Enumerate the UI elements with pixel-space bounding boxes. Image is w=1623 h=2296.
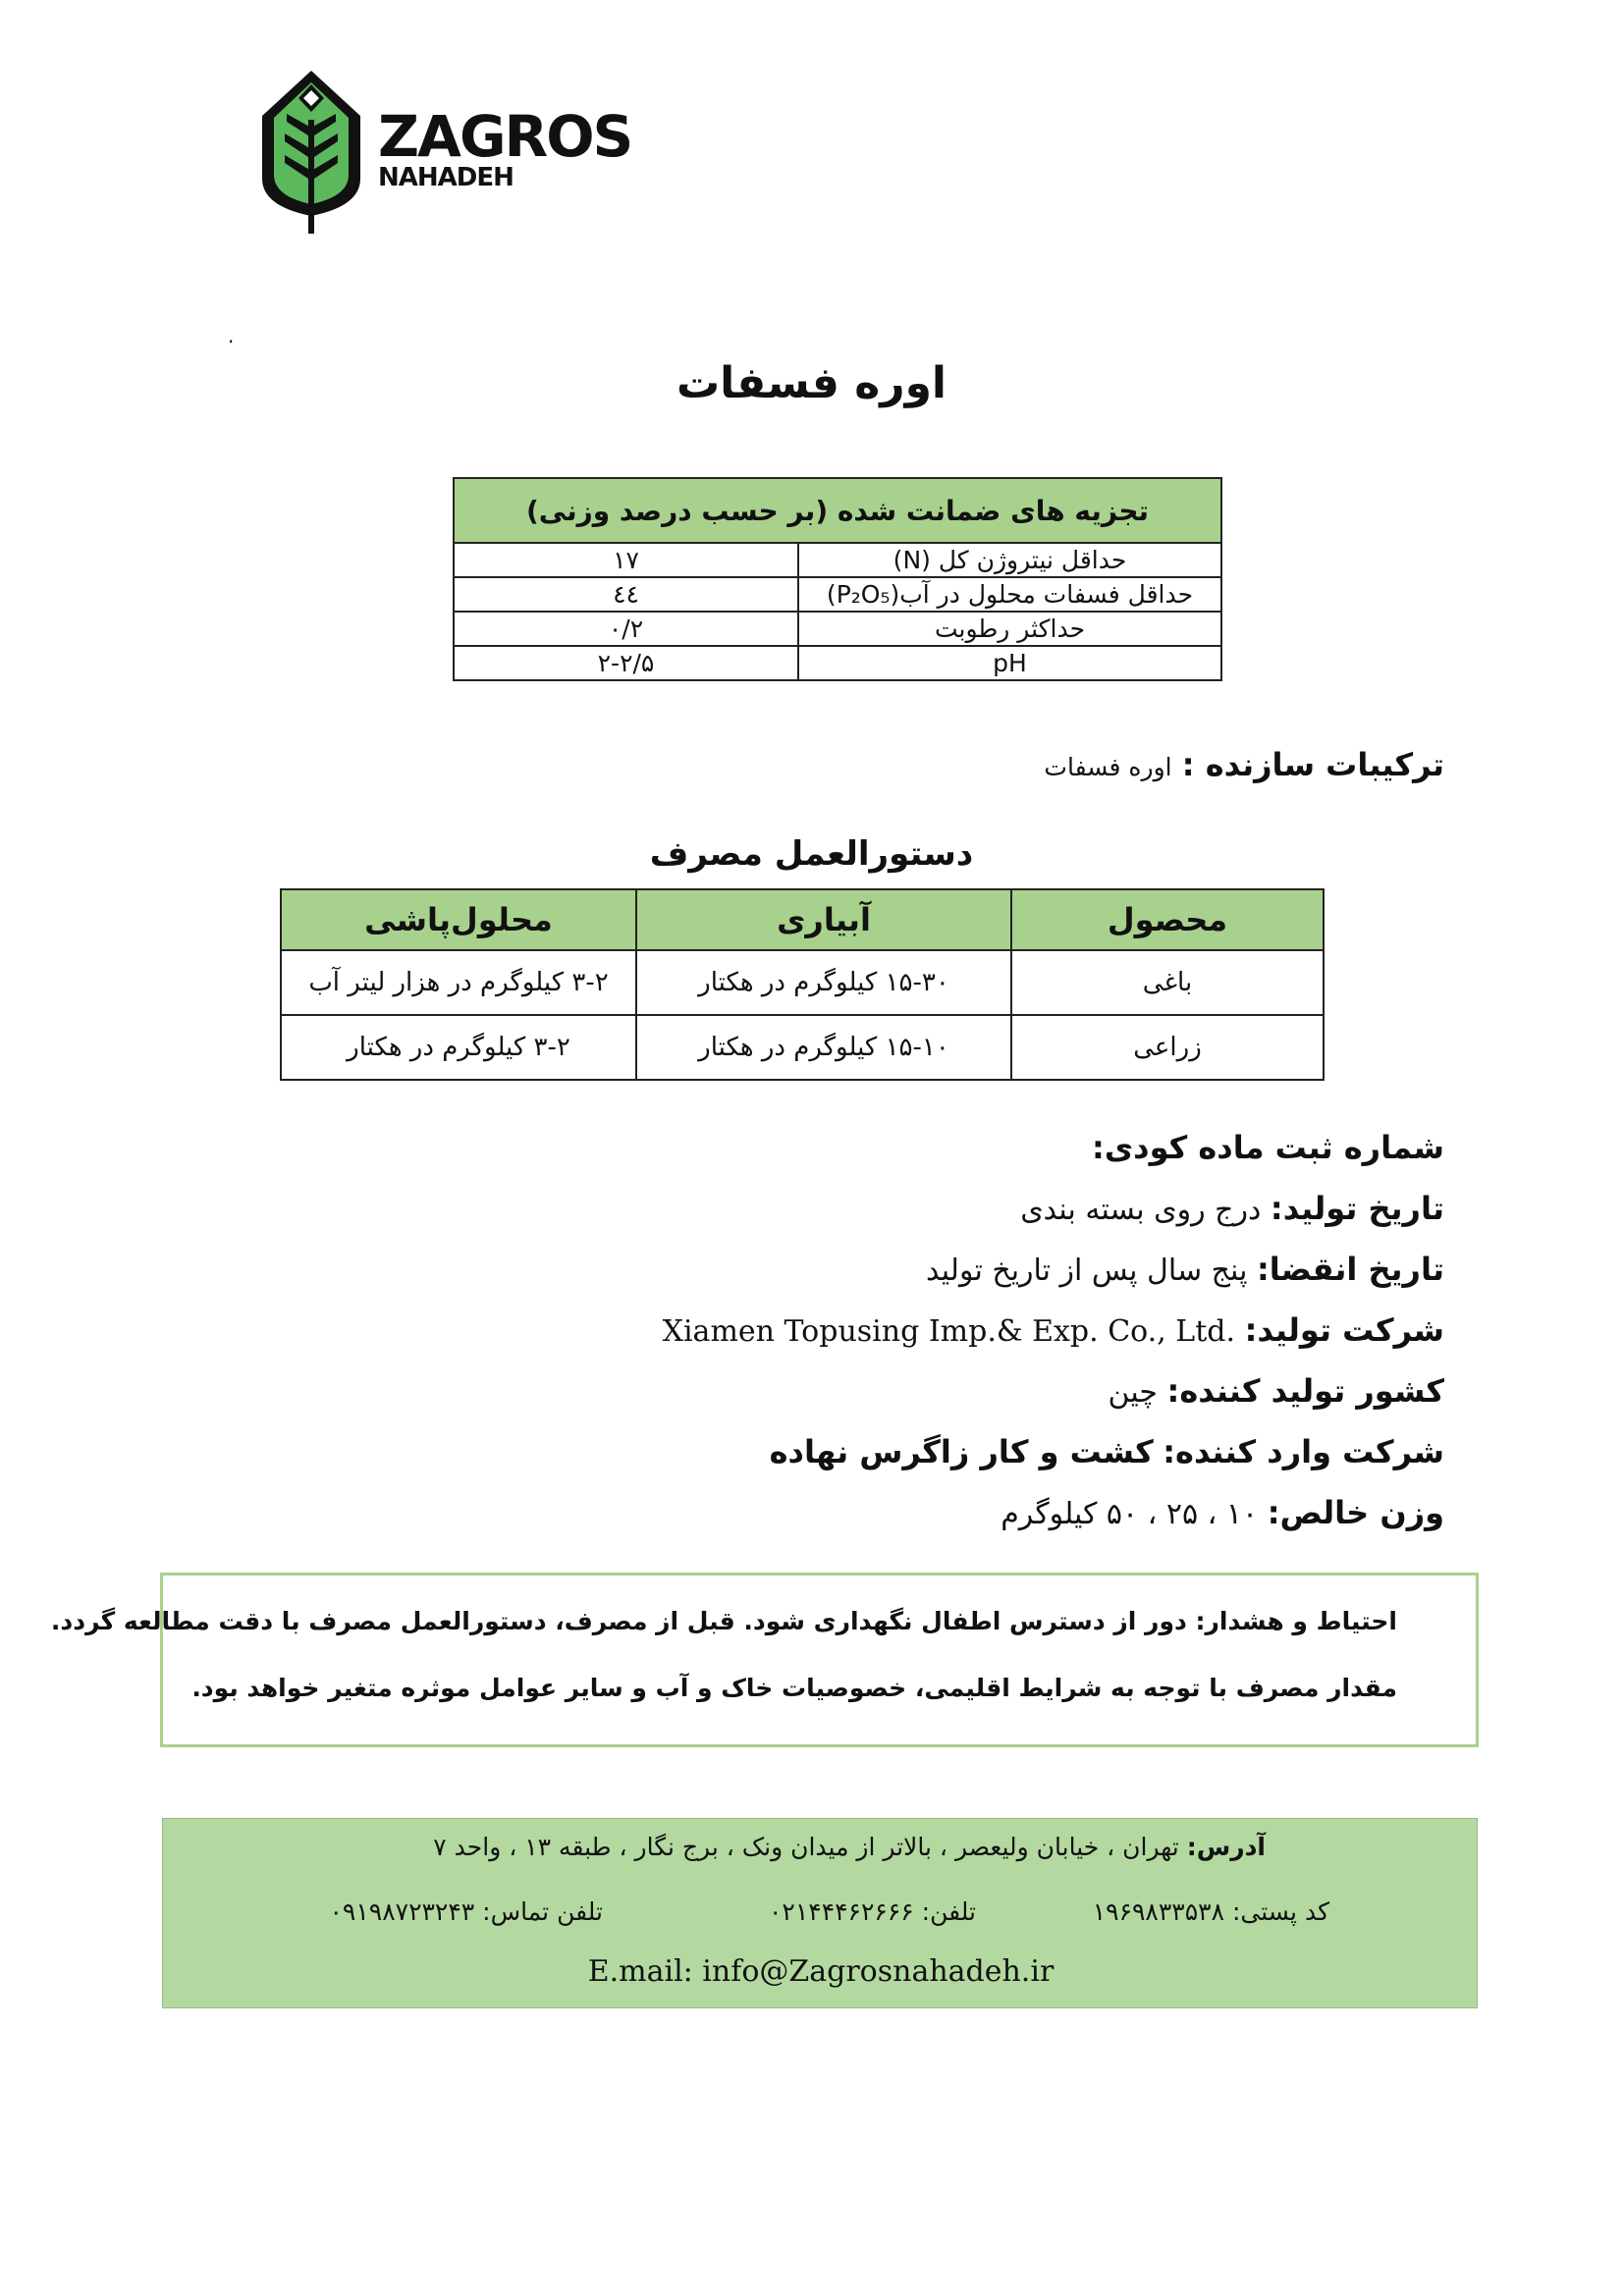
country-line: [1109, 1372, 1444, 1410]
importer-line: [770, 1433, 1444, 1470]
phone: [769, 1897, 976, 1926]
postal-label: کد پستی:: [1231, 1897, 1329, 1926]
table-row: [454, 577, 1221, 612]
postal-code: [1093, 1897, 1329, 1926]
analysis-name: حداقل نیتروژن کل (N): [798, 543, 1221, 577]
contact-value: ۰۹۱۹۸۷۲۳۲۴۳: [329, 1897, 475, 1926]
analysis-value: ۲-۲/۵: [454, 646, 798, 680]
footer-contact: [162, 1818, 1478, 2008]
analysis-value: ۰/۲: [454, 612, 798, 646]
composition-value: اوره فسفات: [1044, 753, 1172, 781]
usage-cell: زراعی: [1011, 1015, 1324, 1080]
logo-word-zagros: ZAGROS: [378, 103, 632, 170]
importer-value: کشت و کار زاگرس نهاده: [769, 1433, 1154, 1470]
analysis-table: [453, 477, 1222, 681]
usage-cell: باغی: [1011, 950, 1324, 1015]
logo-wordmark: [378, 103, 632, 192]
registration-line: [1092, 1129, 1444, 1166]
table-row: [454, 646, 1221, 680]
leaf-logo-icon: [257, 69, 365, 236]
production-date-line: [1020, 1190, 1444, 1227]
manufacturer-value: Xiamen Topusing Imp.& Exp. Co., Ltd.: [662, 1314, 1236, 1349]
usage-cell: ۳-۲ کیلوگرم در هکتار: [281, 1015, 636, 1080]
usage-title: دستورالعمل مصرف: [649, 834, 974, 874]
expiry-date-line: [926, 1251, 1444, 1288]
address-line: [433, 1833, 1266, 1861]
warning-line-1: احتیاط و هشدار: دور از دسترس اطفال نگهداری شود. قبل از مصرف، دستورالعمل مصرف با دقت مطالعه گردد.: [50, 1607, 1397, 1635]
country-label: کشور تولید کننده:: [1166, 1372, 1444, 1410]
address-label: آدرس:: [1186, 1833, 1266, 1861]
contact-phone: [330, 1897, 604, 1926]
usage-cell: ۳-۲ کیلوگرم در هزار لیتر آب: [281, 950, 636, 1015]
warning-box: [50, 1573, 1479, 1747]
table-row: [281, 950, 1324, 1015]
analysis-value: ۱۷: [454, 543, 798, 577]
stray-dot: .: [228, 324, 235, 347]
email-line: E.mail: info@Zagrosnahadeh.ir: [587, 1954, 1055, 1989]
composition-label: ترکیبات سازنده :: [1181, 746, 1444, 783]
importer-label: شرکت وارد کننده:: [1163, 1433, 1444, 1470]
analysis-name: حداقل فسفات محلول در آب(P₂O₅): [798, 577, 1221, 612]
usage-cell: ۱۵-۳۰ کیلوگرم در هکتار: [636, 950, 1011, 1015]
usage-cell: ۱۵-۱۰ کیلوگرم در هکتار: [636, 1015, 1011, 1080]
phone-value: ۰۲۱۴۴۴۶۲۶۶۶: [768, 1897, 914, 1926]
production-value: درج روی بسته بندی: [1020, 1193, 1262, 1227]
analysis-name: pH: [798, 646, 1221, 680]
production-label: تاریخ تولید:: [1270, 1190, 1444, 1227]
table-row: [454, 612, 1221, 646]
postal-value: ۱۹۶۹۸۳۳۵۳۸: [1092, 1897, 1224, 1926]
warning-line-2: مقدار مصرف با توجه به شرایط اقلیمی، خصوصیات خاک و آب و سایر عوامل موثره متغیر خواهد بود.: [191, 1674, 1397, 1702]
analysis-header: تجزیه های ضمانت شده (بر حسب درصد وزنی): [454, 478, 1221, 543]
analysis-name: حداکثر رطوبت: [798, 612, 1221, 646]
weight-line: [1001, 1494, 1444, 1531]
address-value: تهران ، خیابان ولیعصر ، بالاتر از میدان ونک ، برج نگار ، طبقه ۱۳ ، واحد ۷: [433, 1833, 1179, 1861]
expiry-label: تاریخ انقضا:: [1256, 1251, 1444, 1288]
country-value: چین: [1108, 1375, 1158, 1410]
manufacturer-line: [663, 1311, 1444, 1349]
analysis-value: ٤٤: [454, 577, 798, 612]
usage-header-crop: محصول: [1011, 889, 1324, 950]
composition-line: [1044, 746, 1444, 783]
manufacturer-label: شرکت تولید:: [1244, 1311, 1444, 1349]
phone-label: تلفن:: [921, 1897, 976, 1926]
table-row: [454, 543, 1221, 577]
logo-emblem: [257, 69, 365, 236]
contact-label: تلفن تماس:: [482, 1897, 603, 1926]
weight-value: ۱۰ ، ۲۵ ، ۵۰ کیلوگرم: [1001, 1497, 1259, 1531]
usage-header-irrigation: آبیاری: [636, 889, 1011, 950]
expiry-value: پنج سال پس از تاریخ تولید: [926, 1254, 1248, 1288]
table-row: [281, 1015, 1324, 1080]
weight-label: وزن خالص:: [1267, 1494, 1444, 1531]
usage-header-foliar: محلول‌پاشی: [281, 889, 636, 950]
registration-label: شماره ثبت ماده کودی:: [1092, 1129, 1444, 1166]
page-title: اوره فسفات: [676, 358, 947, 408]
usage-table: [280, 888, 1325, 1081]
logo-word-nahadeh: NAHADEH: [378, 163, 514, 192]
